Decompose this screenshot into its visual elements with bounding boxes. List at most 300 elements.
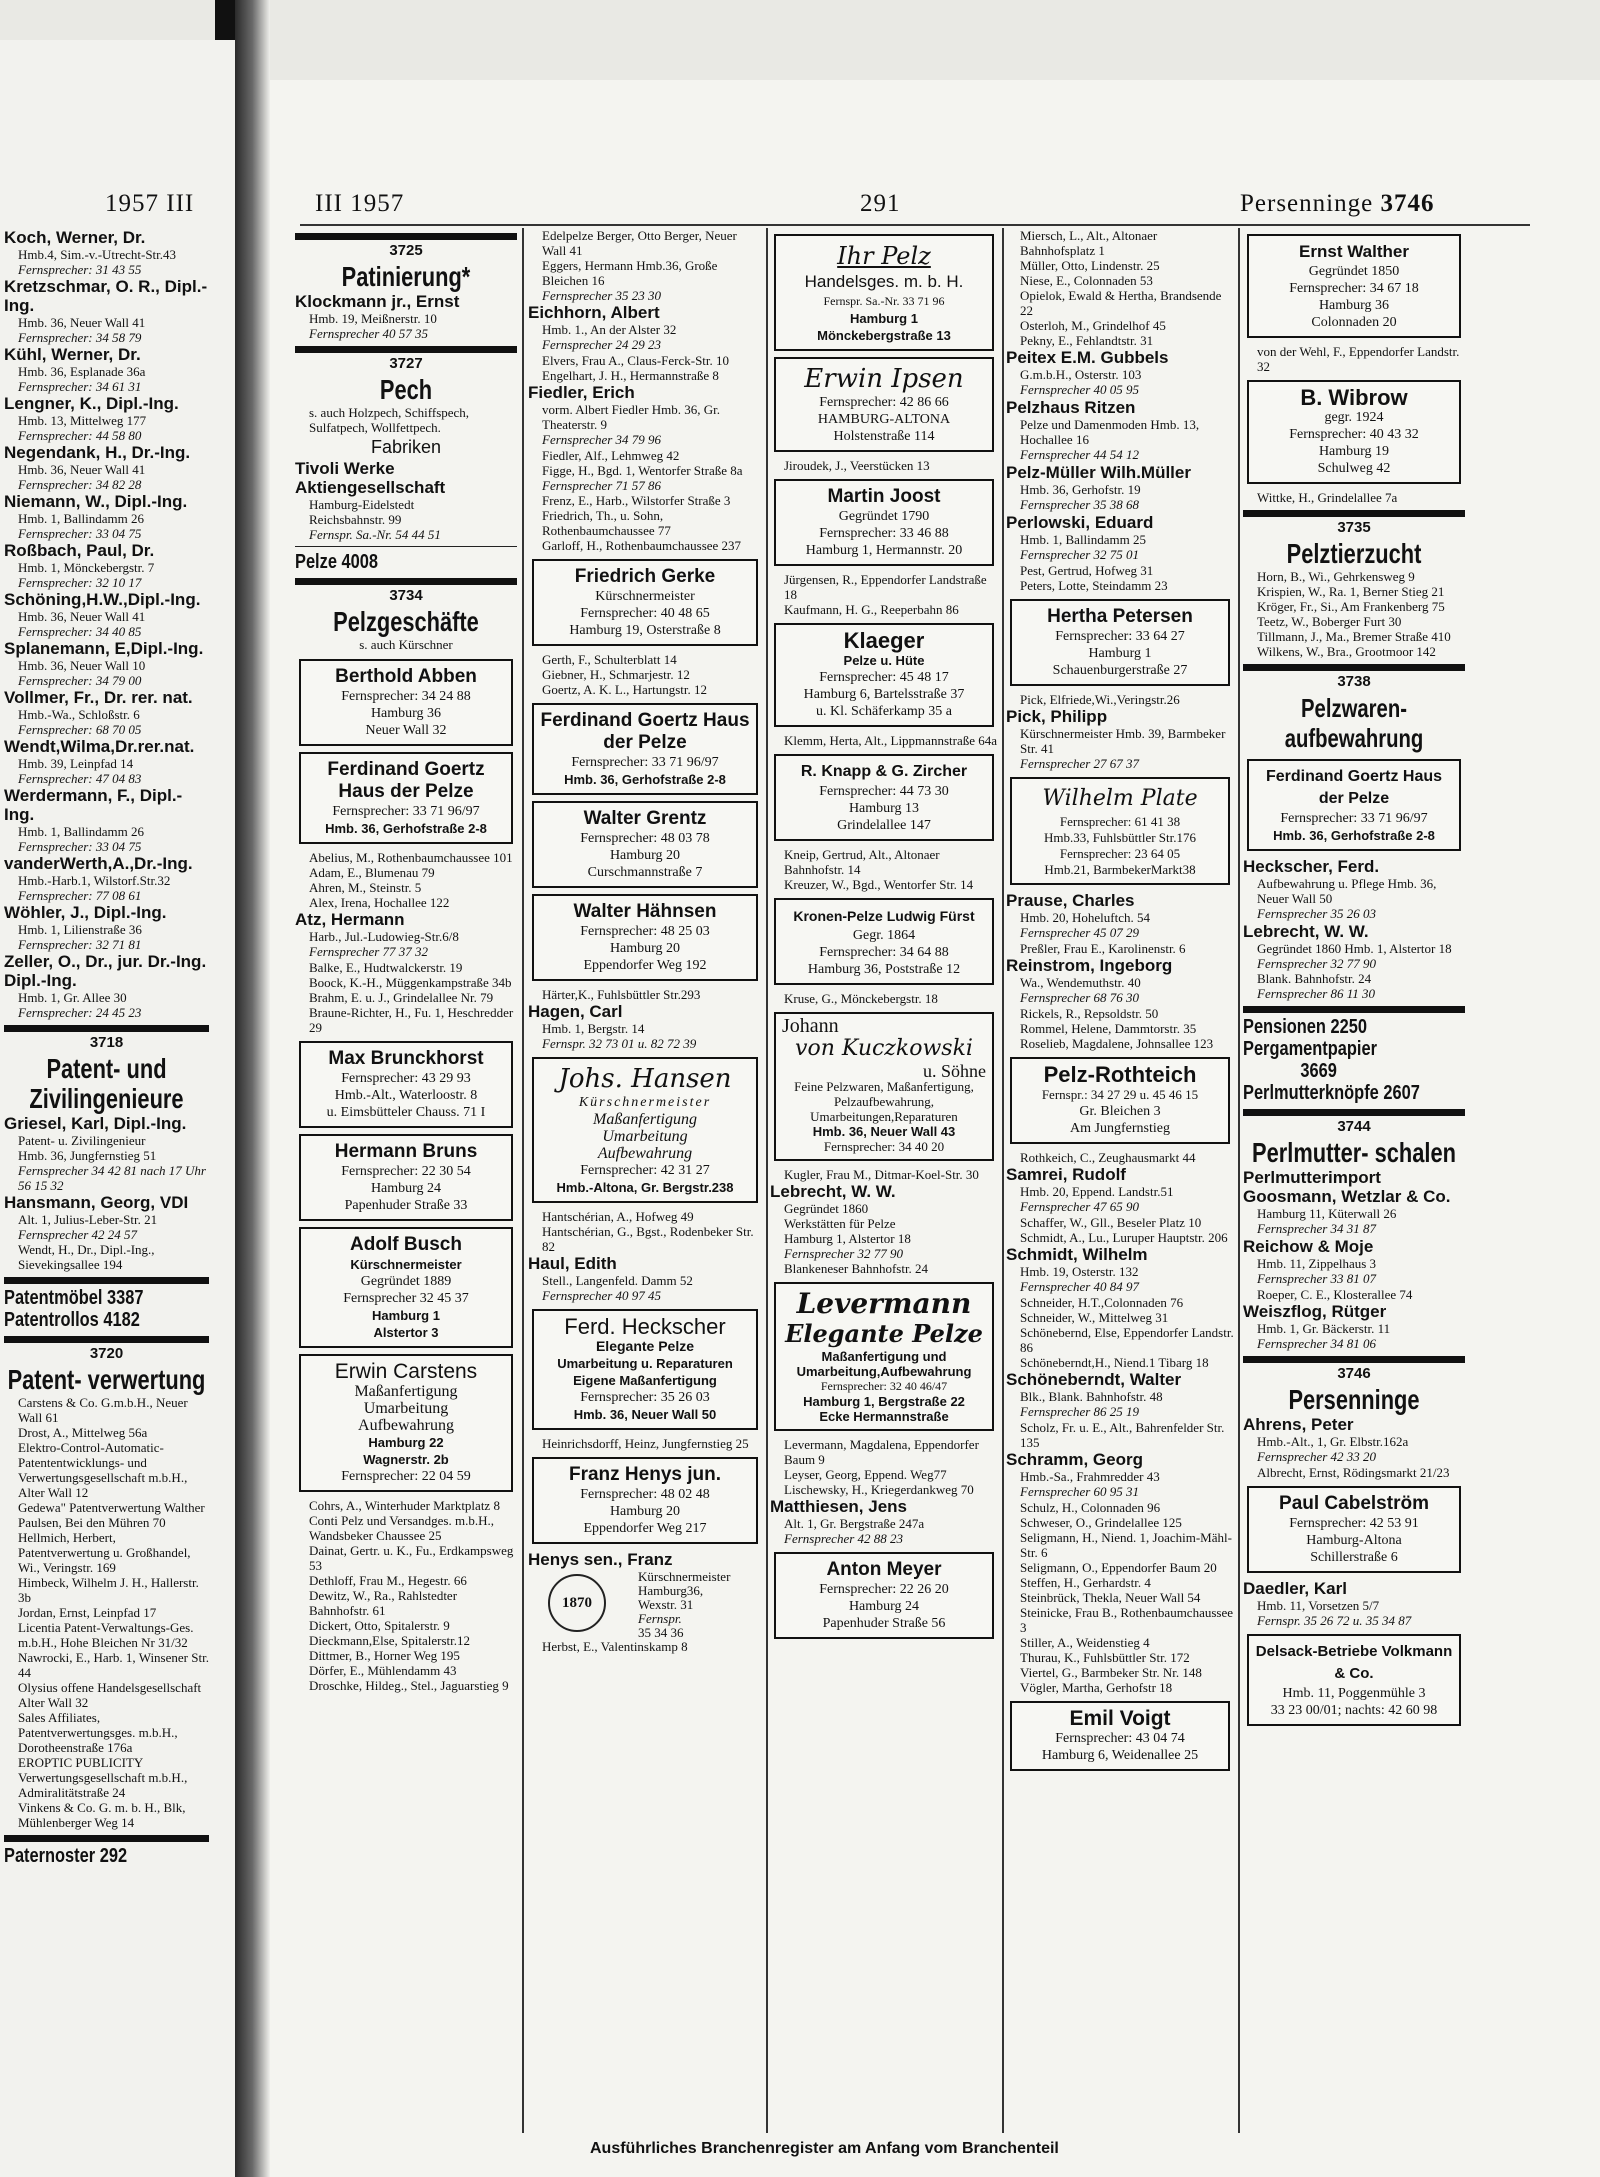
ad-name: Wilhelm Plate <box>1042 786 1198 811</box>
section-title: Pech <box>379 374 433 405</box>
listing-line: Dittmer, B., Horner Weg 195 <box>309 1648 460 1663</box>
ad-name: Delsack-Betriebe Volkmann & Co. <box>1255 1643 1453 1682</box>
listing-line: Elektro-Control-Automatic-Patententwicklungs- und Verwertungsgesellschaft m.b.H., Alter Wall 12 <box>18 1440 188 1500</box>
left-page-column <box>4 228 209 1867</box>
listing-name: Pick, Philipp <box>1006 707 1108 726</box>
ad-line: Fernsprecher: 33 71 96/97 <box>571 755 719 770</box>
listing-phone: Fernsprecher: 34 58 79 <box>18 330 142 345</box>
ad-name: R. Knapp & G. Zircher <box>800 763 968 780</box>
listing-line: 35 34 36 <box>638 1625 684 1640</box>
listing-name: Matthiesen, Jens <box>770 1497 907 1516</box>
listing-line: Braune-Richter, H., Fu. 1, Heschredder 29 <box>309 1005 514 1035</box>
ad-address: Mönckebergstraße 13 <box>817 328 951 343</box>
section-number: 3738 <box>1337 673 1371 690</box>
listing-line: Wilkens, W., Bra., Grootmoor 142 <box>1257 644 1436 659</box>
ad-line: Fernsprecher: 43 04 74 <box>1055 1731 1185 1746</box>
listing-line: Cohrs, A., Winterhuder Marktplatz 8 <box>309 1498 500 1513</box>
ad-line: Fernsprecher: 33 46 88 <box>819 526 949 541</box>
listing-address: Hmb. 20, Eppend. Landstr.51 <box>1020 1184 1174 1199</box>
listing-line: Steffen, H., Gerhardstr. 4 <box>1020 1575 1151 1590</box>
ad-line: Fernsprecher: 34 24 88 <box>341 689 471 704</box>
listing-entry <box>1243 1415 1465 1464</box>
listing-name: Lengner, K., Dipl.-Ing. <box>4 394 179 413</box>
listing-line: Seligmann, H., Niend. 1, Joachim-Mähl-Str. 6 <box>1020 1530 1232 1560</box>
ad-box <box>299 1041 513 1128</box>
ad-box <box>774 1012 994 1161</box>
ad-box <box>774 623 994 727</box>
column-2 <box>528 228 762 1654</box>
listing-name: Wöhler, J., Dipl.-Ing. <box>4 903 167 922</box>
listing-line: Edelpelze Berger, Otto Berger, Neuer Wall 41 <box>542 228 737 258</box>
ad-line: Fernsprecher: 40 48 65 <box>580 606 710 621</box>
section-number: 3735 <box>1337 519 1371 536</box>
listing-address: Alt. 1, Julius-Leber-Str. 21 <box>18 1212 158 1227</box>
listing-line: Schönebernd, Else, Eppendorfer Landstr. 86 <box>1020 1325 1234 1355</box>
ad-line: Fernsprecher: 42 86 66 <box>819 395 949 410</box>
listing-name: Hagen, Carl <box>528 1002 623 1021</box>
listing-name: Griesel, Karl, Dipl.-Ing. <box>4 1114 187 1133</box>
listing-entry <box>1006 1165 1234 1214</box>
section-rule <box>1243 1109 1465 1116</box>
listing-line: Boock, K.-H., Müggenkampstraße 34b <box>309 975 512 990</box>
listing-line: Elvers, Frau A., Claus-Ferck-Str. 10 <box>542 353 730 368</box>
listing-line: Gerth, F., Schulterblatt 14 <box>542 652 677 667</box>
listing-name: Pelzhaus Ritzen <box>1006 398 1136 417</box>
listing-address: Hmb. 1, Gr. Allee 30 <box>18 990 127 1005</box>
listing-phone: Fernsprecher 45 07 29 <box>1020 925 1140 940</box>
ad-line: Hamburg 19 <box>1318 444 1390 459</box>
ad-line: Papenhuder Straße 56 <box>822 1616 946 1631</box>
ad-subtitle: Kürschnermeister <box>578 1095 712 1110</box>
listing-address: Harb., Jul.-Ludowieg-Str.6/8 <box>309 929 459 944</box>
listing-phone: Fernsprecher: 34 40 85 <box>18 624 142 639</box>
listing-line: Krispien, W., Ra. 1, Berner Stieg 21 <box>1257 584 1445 599</box>
listing-address: vorm. Albert Fiedler Hmb. 36, Gr. Theaterstr. 9 <box>542 402 721 432</box>
ad-line: Holstenstraße 114 <box>833 429 935 444</box>
listing-entry <box>1006 463 1234 512</box>
listing-entry <box>295 292 517 341</box>
ad-name: Berthold Abben <box>335 666 477 687</box>
listing-phone: Fernsprecher 34 81 06 <box>1257 1336 1377 1351</box>
column-4 <box>1006 228 1234 1777</box>
listing-address: Hmb. 36, Jungfernstieg 51 <box>18 1148 157 1163</box>
listing-line: Dewitz, W., Ra., Rahlstedter Bahnhofstr. 61 <box>309 1588 458 1618</box>
ad-address: Hmb. 36, Gerhofstraße 2-8 <box>564 772 726 787</box>
listing-phone: Fernsprecher 34 42 81 nach 17 Uhr 56 15 32 <box>18 1163 206 1193</box>
ad-line: Fernsprecher: 48 25 03 <box>580 924 710 939</box>
ad-address: Hmb.-Altona, Gr. Bergstr.238 <box>556 1180 734 1195</box>
ad-box <box>1010 1701 1230 1771</box>
listing-line: Schaffer, W., Gll., Beseler Platz 10 <box>1020 1215 1202 1230</box>
ad-box <box>1010 777 1230 885</box>
listing-line: Fernspr. <box>638 1611 682 1626</box>
listing-phone: Fernsprecher 47 65 90 <box>1020 1199 1140 1214</box>
listing-name: Klockmann jr., Ernst <box>295 292 460 311</box>
section-title: Pelztierzucht <box>1286 538 1422 569</box>
listing-line: Giebner, H., Schmarjestr. 12 <box>542 667 690 682</box>
listing-phone: Fernsprecher: 32 10 17 <box>18 575 142 590</box>
listing-address: Stell., Langenfeld. Damm 52 <box>542 1273 693 1288</box>
listing-phone: Fernsprecher 68 76 30 <box>1020 990 1140 1005</box>
listing-entry <box>528 1550 762 1638</box>
listing-address: Hmb. 39, Leinpfad 14 <box>18 756 134 771</box>
listing-name: Ahrens, Peter <box>1243 1415 1354 1434</box>
listing-line: Levermann, Magdalena, Eppendorfer Baum 9 <box>784 1437 979 1467</box>
listing-entry <box>1006 1370 1234 1419</box>
ad-subtitle: Elegante Pelze <box>595 1338 695 1354</box>
ad-line: Fernsprecher: 22 26 20 <box>819 1582 949 1597</box>
listing-line: Brahm, E. u. J., Grindelallee Nr. 79 <box>309 990 494 1005</box>
ad-line: HAMBURG-ALTONA <box>817 412 951 427</box>
section-number: 3744 <box>1337 1118 1371 1135</box>
listing-phone: Fernsprecher 27 67 37 <box>1020 756 1140 771</box>
listing-address: Reichsbahnstr. 99 <box>309 512 402 527</box>
ad-line: Hamburg 20 <box>609 848 681 863</box>
listing-address: Hmb. 19, Osterstr. 132 <box>1020 1264 1139 1279</box>
listing-line: Hamburg36, <box>638 1583 704 1598</box>
ihr-pelz-logo: Ihr Pelz <box>837 242 931 270</box>
divider <box>295 546 517 547</box>
ad-name: B. Wibrow <box>1300 385 1408 410</box>
listing-phone: Fernsprecher: 33 04 75 <box>18 526 142 541</box>
ad-line: Maßanfertigung <box>593 1111 697 1128</box>
listing-line: Wittke, H., Grindelallee 7a <box>1257 490 1398 505</box>
ad-box <box>532 894 758 981</box>
listing-line: Lischewsky, H., Kriegerdankweg 70 <box>784 1482 974 1497</box>
ad-line: Kürschnermeister <box>595 589 695 604</box>
listing-line: Stiller, A., Weidenstieg 4 <box>1020 1635 1150 1650</box>
ad-box <box>774 234 994 351</box>
listing-entry <box>1243 857 1465 921</box>
ad-line: Umarbeitung u. Reparaturen <box>557 1356 733 1371</box>
ad-name: Ernst Walther <box>1299 242 1409 261</box>
listing-entry <box>770 1182 998 1276</box>
ad-line: Fernsprecher: 61 41 38 <box>1059 814 1181 829</box>
listing-name: Daedler, Karl <box>1243 1579 1347 1598</box>
listing-phone: Fernsprecher 35 23 30 <box>542 288 662 303</box>
listing-name: Perlmutterimport Goosmann, Wetzlar & Co. <box>1243 1168 1451 1206</box>
listing-phone: Fernsprecher 32 77 90 <box>1257 956 1377 971</box>
section-title: Persenninge <box>1288 1384 1420 1415</box>
ad-box <box>532 1057 758 1203</box>
ad-subtitle: Pelze u. Hüte <box>843 653 925 668</box>
listing-line: Adam, E., Blumenau 79 <box>309 865 435 880</box>
listing-line: Horn, B., Wi., Gehrkensweg 9 <box>1257 569 1415 584</box>
ad-line: Gegründet 1850 <box>1308 264 1400 279</box>
listing-phone: Fernsprecher: 34 82 28 <box>18 477 142 492</box>
column-1 <box>295 228 517 1693</box>
ad-line: Schulweg 42 <box>1317 461 1391 476</box>
listing-address: Hmb.-Wa., Schloßstr. 6 <box>18 707 140 722</box>
ad-line: Hamburg 36 <box>370 706 442 721</box>
listing-phone: Fernsprecher 40 84 97 <box>1020 1279 1140 1294</box>
listing-address: Hmb. 1, Gr. Bäckerstr. 11 <box>1257 1321 1391 1336</box>
listing-line: Kneip, Gertrud, Alt., Altonaer Bahnhofstr. 14 <box>784 847 940 877</box>
ad-name: Franz Henys jun. <box>568 1464 722 1485</box>
listing-line: Licentia Patent-Verwaltungs-Ges. m.b.H., Hohe Bleichen Nr 31/32 <box>18 1620 194 1650</box>
ad-line: Maßanfertigung und <box>821 1349 947 1364</box>
page-header-right <box>1240 190 1434 218</box>
ad-line: Curschmannstraße 7 <box>587 865 703 880</box>
listing-line: Frenz, E., Harb., Wilstorfer Straße 3 <box>542 493 731 508</box>
listing-address: Hmb. 20, Hoheluftch. 54 <box>1020 910 1150 925</box>
ad-name: Walter Grentz <box>583 808 707 829</box>
ad-line: Gegründet 1889 <box>360 1274 452 1289</box>
listing-name: Reinstrom, Ingeborg <box>1006 956 1173 975</box>
listing-name: Hansmann, Georg, VDI <box>4 1193 189 1212</box>
listing-entry <box>1243 1302 1465 1351</box>
ad-box <box>532 801 758 888</box>
cross-reference: Perlmutterknöpfe 2607 <box>1243 1082 1420 1104</box>
section-number: 3720 <box>89 1345 124 1362</box>
listing-phone: Fernsprecher: 47 04 83 <box>18 771 142 786</box>
listing-lines <box>1006 1500 1234 1695</box>
listing-line: Kruse, G., Mönckebergstr. 18 <box>784 991 938 1006</box>
ad-line: gegr. 1924 <box>1324 410 1384 425</box>
ad-line: Hamburg 6, Weidenallee 25 <box>1041 1748 1199 1763</box>
ad-line: Papenhuder Straße 33 <box>344 1198 468 1213</box>
listing-line: Rickels, R., Repsoldstr. 50 <box>1020 1006 1159 1021</box>
ad-name: Erwin Ipsen <box>804 364 964 394</box>
section-rule <box>4 1025 209 1032</box>
ad-line: Colonnaden 20 <box>1311 315 1397 330</box>
listing-line: Balke, E., Hudtwalckerstr. 19 <box>309 960 463 975</box>
ad-name: Levermann <box>796 1287 972 1320</box>
listing-name: Fiedler, Erich <box>528 383 635 402</box>
listing-address: Blank. Bahnhofstr. 24 <box>1257 971 1372 986</box>
ad-address: Hmb. 36, Gerhofstraße 2-8 <box>1273 828 1435 843</box>
listing-line: Gedewa" Patentverwertung Walther Paulsen, Bei den Mühren 70 <box>18 1500 205 1530</box>
ad-line: Fernsprecher: 44 73 30 <box>819 784 949 799</box>
subheading: Fabriken <box>370 437 442 457</box>
listing-line: Schulz, H., Colonnaden 96 <box>1020 1500 1161 1515</box>
section-rule <box>4 1835 209 1842</box>
section-number: 3727 <box>389 355 423 372</box>
header-rule <box>300 224 1530 226</box>
listing-name: Heckscher, Ferd. <box>1243 857 1380 876</box>
listing-address: Hmb. 1, Lilienstraße 36 <box>18 922 142 937</box>
cross-reference: Paternoster 292 <box>4 1845 128 1867</box>
listing-address: Hmb. 36, Esplanade 36a <box>18 364 146 379</box>
listing-address: Hamburg-Eidelstedt <box>309 497 415 512</box>
ad-box <box>774 357 994 452</box>
listing-entry <box>528 303 762 352</box>
ad-line: Fernsprecher: 40 43 32 <box>1289 427 1419 442</box>
listing-line: Nawrocki, E., Harb. 1, Winsener Str. 44 <box>18 1650 209 1680</box>
listing-line: Thurau, K., Fuhlsbüttler Str. 172 <box>1020 1650 1190 1665</box>
cross-reference: Pensionen 2250 <box>1243 1016 1367 1038</box>
ad-line: Hamburg 1 <box>1088 646 1152 661</box>
header-keyword: Persenninge <box>1240 190 1374 217</box>
ad-line: Fernsprecher: 34 64 88 <box>819 945 949 960</box>
listing-line: Pick, Elfriede,Wi.,Veringstr.26 <box>1020 692 1180 707</box>
ad-line: Gegründet 1790 <box>838 509 930 524</box>
listing-name: Lebrecht, W. W. <box>1243 922 1369 941</box>
listing-line: Dethloff, Frau M., Hegestr. 66 <box>309 1573 467 1588</box>
listing-line: Dörfer, E., Mühlendamm 43 <box>309 1663 457 1678</box>
listing-line: Rothkeich, C., Zeughausmarkt 44 <box>1020 1150 1196 1165</box>
listing-phone: Fernsprecher: 34 61 31 <box>18 379 142 394</box>
listing-address: Patent- u. Zivilingenieur <box>18 1133 146 1148</box>
section-number: 3718 <box>89 1034 124 1051</box>
listing-phone: Fernsprecher 32 77 90 <box>784 1246 904 1261</box>
listing-line: Peters, Lotte, Steindamm 23 <box>1020 578 1168 593</box>
section-title: Pelzgeschäfte <box>333 606 479 637</box>
listing-phone: Fernsprecher 60 95 31 <box>1020 1484 1140 1499</box>
listing-line: Steinicke, Frau B., Rothenbaumchaussee 3 <box>1020 1605 1234 1635</box>
listing-line: Drost, A., Mittelweg 56a <box>18 1425 148 1440</box>
ad-name: Ferdinand Goertz Haus der Pelze <box>327 759 485 802</box>
ad-name: Ferd. Heckscher <box>564 1314 726 1339</box>
listing-line: Dieckmann,Else, Spitalerstr.12 <box>309 1633 471 1648</box>
listing-line: Sales Affiliates, Patentverwertungsges. m.b.H., Dorotheenstraße 176a <box>18 1710 178 1755</box>
ad-box <box>1247 1634 1461 1726</box>
ad-line: Hamburg 36 <box>1318 298 1390 313</box>
ad-line: Umarbeitung <box>602 1128 688 1145</box>
listing-line: Tillmann, J., Ma., Bremer Straße 410 <box>1257 629 1451 644</box>
listing-entry <box>1006 891 1234 940</box>
listing-name: Lebrecht, W. W. <box>770 1182 896 1201</box>
ad-line: Aufbewahrung <box>597 1145 693 1162</box>
listing-address: Hmb. 36, Neuer Wall 10 <box>18 658 146 673</box>
listing-phone: Fernsprecher 42 33 20 <box>1257 1449 1377 1464</box>
listing-phone: Fernsprecher 35 26 03 <box>1257 906 1377 921</box>
ad-subtitle: u. Söhne <box>923 1061 986 1081</box>
ad-subtitle: Kürschnermeister <box>350 1257 462 1272</box>
ad-line: Hamburg 1 <box>850 311 918 326</box>
listing-line: Wexstr. 31 <box>638 1597 694 1612</box>
listing-phone: Fernsprecher: 34 79 00 <box>18 673 142 688</box>
listing-line: Miersch, L., Alt., Altonaer Bahnhofsplatz 1 <box>1020 228 1158 258</box>
listing-address: Gegründet 1860 Hmb. 1, Alstertor 18 <box>1257 941 1452 956</box>
ad-box <box>1247 380 1461 484</box>
ad-name: Adolf Busch <box>350 1234 462 1255</box>
listing-entry <box>1243 1579 1465 1628</box>
ad-address: Hamburg 22 <box>368 1435 444 1450</box>
listing-phone: Fernsprecher 40 57 35 <box>309 326 429 341</box>
column-5 <box>1243 228 1465 1732</box>
ad-box <box>299 1227 513 1348</box>
section-title: Perlmutter- schalen <box>1252 1137 1456 1168</box>
section-rule <box>4 1336 209 1343</box>
ad-line: Hamburg 19, Osterstraße 8 <box>569 623 721 638</box>
ad-line: Schillerstraße 6 <box>1310 1550 1398 1565</box>
listing-address: G.m.b.H., Osterstr. 103 <box>1020 367 1142 382</box>
listing-address: Hmb. 1., An der Alster 32 <box>542 322 677 337</box>
section-rule <box>295 578 517 585</box>
listing-name: Perlowski, Eduard <box>1006 513 1154 532</box>
listing-phone: Fernsprecher 24 29 23 <box>542 337 662 352</box>
listing-line: Abelius, M., Rothenbaumchaussee 101 <box>309 850 513 865</box>
listing-name: Splanemann, E,Dipl.-Ing. <box>4 639 204 658</box>
ad-line: Umarbeitung,Aufbewahrung <box>796 1364 972 1379</box>
ad-box <box>1010 1057 1230 1144</box>
listing-name: Prause, Charles <box>1006 891 1135 910</box>
cross-reference-number: 3669 <box>1300 1060 1337 1082</box>
ad-name: Anton Meyer <box>826 1559 942 1580</box>
section-rule <box>1243 510 1465 517</box>
listing-phone: Fernsprecher 86 25 19 <box>1020 1404 1140 1419</box>
listing-entry <box>1243 922 1465 1001</box>
ad-box <box>774 1552 994 1639</box>
listing-address: Hmb. 36, Neuer Wall 41 <box>18 609 146 624</box>
section-number: 3734 <box>389 587 423 604</box>
ad-name: Pelz-Rothteich <box>1043 1062 1197 1087</box>
listing-phone: Fernspr. Sa.-Nr. 54 44 51 <box>309 527 441 542</box>
ad-line: Fernsprecher: 23 64 05 <box>1059 846 1181 861</box>
ad-line: Eppendorfer Weg 192 <box>583 958 707 973</box>
listing-lines <box>295 1498 517 1693</box>
ad-address: Hmb. 36, Gerhofstraße 2-8 <box>325 821 487 836</box>
column-divider <box>522 228 524 2133</box>
listing-phone: Fernsprecher 34 79 96 <box>542 432 662 447</box>
listing-name: vanderWerth,A.,Dr.-Ing. <box>4 854 193 873</box>
listing-phone: Fernsprecher: 31 43 55 <box>18 262 142 277</box>
ad-box <box>774 754 994 841</box>
ad-line: u. Eimsbütteler Chauss. 71 I <box>326 1105 486 1120</box>
ad-box <box>299 752 513 844</box>
listing-line: Kugler, Frau M., Ditmar-Koel-Str. 30 <box>784 1167 979 1182</box>
listing-address: Hmb. 1, Mönckebergstr. 7 <box>18 560 155 575</box>
listing-line: Müller, Otto, Lindenstr. 25 <box>1020 258 1160 273</box>
listing-address: Hmb. 1, Ballindamm 26 <box>18 824 145 839</box>
listing-line: Conti Pelz und Versandges. m.b.H., Wandsbeker Chaussee 25 <box>309 1513 494 1543</box>
ad-name: Kronen-Pelze Ludwig Fürst <box>793 908 975 924</box>
ad-line: Fernsprecher: 48 03 78 <box>580 831 710 846</box>
ad-address: Wagnerstr. 2b <box>363 1452 449 1467</box>
ad-name: Klaeger <box>843 628 925 653</box>
listing-line: Seligmann, O., Eppendorfer Baum 20 <box>1020 1560 1217 1575</box>
ad-phone: Fernsprecher: 42 31 27 <box>580 1163 710 1178</box>
ad-name: von Kuczkowski <box>795 1036 973 1061</box>
listing-line: Jiroudek, J., Veerstücken 13 <box>784 458 930 473</box>
listing-line: Hamburg 1, Alstertor 18 <box>784 1231 911 1246</box>
ad-name: Ferdinand Goertz Haus der Pelze <box>540 710 750 753</box>
listing-phone: Fernsprecher 42 24 57 <box>18 1227 138 1242</box>
listing-phone: Fernsprecher 40 05 95 <box>1020 382 1140 397</box>
listing-name: Peitex E.M. Gubbels <box>1006 348 1169 367</box>
section-rule <box>1243 664 1465 671</box>
listing-phone: Fernsprecher 86 11 30 <box>1257 986 1376 1001</box>
ad-line: Hamburg 6, Bartelsstraße 37 <box>803 687 965 702</box>
ad-line: Hamburg 20 <box>609 1504 681 1519</box>
listing-entry <box>528 1254 762 1303</box>
listing-name: Henys sen., Franz <box>528 1550 673 1569</box>
listing-address: Kürschnermeister Hmb. 39, Barmbeker Str. 41 <box>1020 726 1226 756</box>
section-number: 3725 <box>389 242 423 259</box>
listing-entry <box>1006 1450 1234 1499</box>
listing-line: Hellmich, Herbert, Patentverwertung u. Großhandel, Wi., Veringstr. 169 <box>18 1530 191 1575</box>
listing-line: EROPTIC PUBLICITY Verwertungsgesellschaft m.b.H., Admiralitätstraße 24 <box>18 1755 188 1800</box>
ad-line: Schauenburgerstraße 27 <box>1052 663 1188 678</box>
ad-box <box>299 659 513 746</box>
ad-line: 33 23 00/01; nachts: 42 60 98 <box>1270 1703 1438 1718</box>
ad-box <box>774 479 994 566</box>
listing-name: Koch, Werner, Dr. <box>4 228 146 247</box>
listing-line: Kreuzer, W., Bgd., Wentorfer Str. 14 <box>784 877 974 892</box>
listing-name: Schöneberndt, Walter <box>1006 1370 1182 1389</box>
ad-name: Paul Cabelström <box>1279 1493 1429 1514</box>
see-also: s. auch Holzpech, Schiffspech, Sulfatpech, Wollfettpech. <box>309 405 470 435</box>
listing-name: Kretzschmar, O. R., Dipl.-Ing. <box>4 277 208 315</box>
listing-phone: Fernsprecher 71 57 86 <box>542 478 662 493</box>
listing-entry <box>528 383 762 447</box>
listing-line: Dickert, Otto, Spitalerstr. 9 <box>309 1618 450 1633</box>
listing-line: Roeper, C. E., Klosterallee 74 <box>1257 1287 1413 1302</box>
ad-address: Hmb. 36, Neuer Wall 43 <box>812 1124 956 1139</box>
cross-reference: Pelze 4008 <box>295 551 378 573</box>
ad-phone: Fernspr. Sa.-Nr. 33 71 96 <box>823 294 945 308</box>
